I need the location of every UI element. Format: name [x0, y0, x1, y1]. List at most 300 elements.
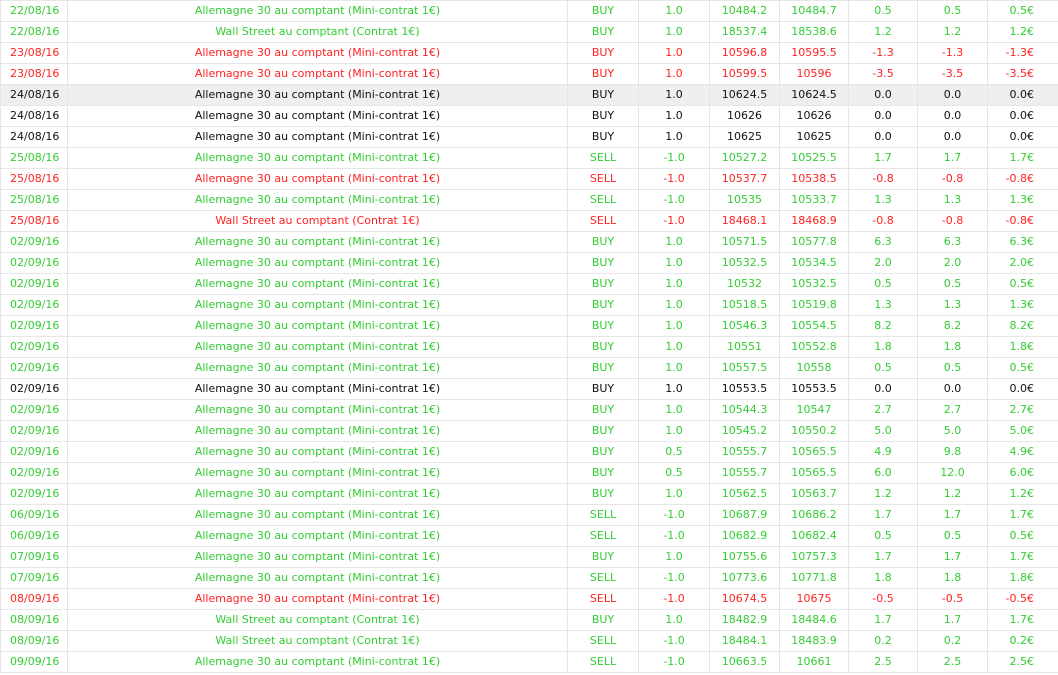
cell-result: 2.5 [849, 652, 918, 673]
cell-result: 1.2 [849, 22, 918, 43]
cell-profit-euro: 2.5€ [988, 652, 1058, 673]
cell-result: 1.3 [849, 190, 918, 211]
cell-direction: SELL [568, 631, 639, 652]
cell-open-price: 10557.5 [710, 358, 780, 379]
cell-result: 2.0 [849, 253, 918, 274]
cell-instrument: Allemagne 30 au comptant (Mini-contrat 1€) [68, 127, 568, 148]
cell-instrument: Allemagne 30 au comptant (Mini-contrat 1€) [68, 526, 568, 547]
table-row[interactable] [1, 148, 1058, 169]
cell-close-price: 10682.4 [780, 526, 849, 547]
cell-direction: BUY [568, 484, 639, 505]
cell-instrument: Allemagne 30 au comptant (Mini-contrat 1€) [68, 421, 568, 442]
cell-close-price: 10626 [780, 106, 849, 127]
cell-result: 4.9 [849, 442, 918, 463]
cell-open-price: 10532.5 [710, 253, 780, 274]
cell-close-price: 10558 [780, 358, 849, 379]
cell-profit-euro: 0.5€ [988, 358, 1058, 379]
table-row[interactable] [1, 1, 1058, 22]
cell-instrument: Allemagne 30 au comptant (Mini-contrat 1€) [68, 85, 568, 106]
cell-quantity: 1.0 [639, 274, 710, 295]
table-row[interactable] [1, 106, 1058, 127]
cell-direction: BUY [568, 64, 639, 85]
cell-points: 1.7 [918, 505, 988, 526]
cell-quantity: 1.0 [639, 43, 710, 64]
cell-instrument: Allemagne 30 au comptant (Mini-contrat 1€) [68, 253, 568, 274]
cell-points: -0.8 [918, 169, 988, 190]
table-row[interactable] [1, 190, 1058, 211]
cell-instrument: Allemagne 30 au comptant (Mini-contrat 1€) [68, 274, 568, 295]
cell-direction: SELL [568, 589, 639, 610]
cell-result: 8.2 [849, 316, 918, 337]
cell-open-price: 10755.6 [710, 547, 780, 568]
table-row[interactable] [1, 295, 1058, 316]
cell-direction: BUY [568, 400, 639, 421]
cell-instrument: Wall Street au comptant (Contrat 1€) [68, 211, 568, 232]
cell-direction: BUY [568, 547, 639, 568]
cell-profit-euro: 0.0€ [988, 127, 1058, 148]
cell-date: 02/09/16 [1, 379, 68, 400]
cell-result: 0.0 [849, 127, 918, 148]
cell-points: -0.8 [918, 211, 988, 232]
cell-quantity: -1.0 [639, 589, 710, 610]
cell-profit-euro: 0.5€ [988, 1, 1058, 22]
cell-date: 22/08/16 [1, 1, 68, 22]
table-row[interactable] [1, 337, 1058, 358]
cell-quantity: -1.0 [639, 631, 710, 652]
cell-quantity: 1.0 [639, 1, 710, 22]
cell-direction: SELL [568, 211, 639, 232]
table-row[interactable] [1, 316, 1058, 337]
cell-direction: BUY [568, 1, 639, 22]
cell-points: 1.7 [918, 610, 988, 631]
cell-date: 24/08/16 [1, 85, 68, 106]
cell-date: 02/09/16 [1, 484, 68, 505]
cell-direction: BUY [568, 43, 639, 64]
cell-direction: SELL [568, 652, 639, 673]
cell-direction: BUY [568, 463, 639, 484]
cell-quantity: 1.0 [639, 316, 710, 337]
cell-close-price: 10550.2 [780, 421, 849, 442]
cell-date: 02/09/16 [1, 421, 68, 442]
cell-instrument: Allemagne 30 au comptant (Mini-contrat 1€) [68, 463, 568, 484]
cell-open-price: 10532 [710, 274, 780, 295]
cell-close-price: 10547 [780, 400, 849, 421]
cell-profit-euro: -0.5€ [988, 589, 1058, 610]
table-row[interactable] [1, 568, 1058, 589]
cell-result: 0.5 [849, 274, 918, 295]
table-row[interactable] [1, 526, 1058, 547]
cell-profit-euro: 2.7€ [988, 400, 1058, 421]
cell-instrument: Allemagne 30 au comptant (Mini-contrat 1€) [68, 484, 568, 505]
cell-points: 0.2 [918, 631, 988, 652]
table-row[interactable] [1, 379, 1058, 400]
cell-open-price: 10773.6 [710, 568, 780, 589]
table-row[interactable] [1, 652, 1058, 673]
cell-date: 08/09/16 [1, 631, 68, 652]
cell-points: -3.5 [918, 64, 988, 85]
cell-open-price: 18468.1 [710, 211, 780, 232]
cell-date: 25/08/16 [1, 169, 68, 190]
table-row[interactable] [1, 43, 1058, 64]
cell-instrument: Wall Street au comptant (Contrat 1€) [68, 631, 568, 652]
cell-date: 02/09/16 [1, 253, 68, 274]
cell-points: 12.0 [918, 463, 988, 484]
cell-instrument: Allemagne 30 au comptant (Mini-contrat 1€) [68, 295, 568, 316]
cell-profit-euro: -0.8€ [988, 169, 1058, 190]
cell-profit-euro: 1.7€ [988, 610, 1058, 631]
table-row[interactable] [1, 442, 1058, 463]
cell-open-price: 18537.4 [710, 22, 780, 43]
table-row[interactable] [1, 610, 1058, 631]
cell-quantity: 1.0 [639, 232, 710, 253]
cell-result: 1.8 [849, 337, 918, 358]
cell-quantity: 1.0 [639, 610, 710, 631]
cell-points: 0.0 [918, 379, 988, 400]
cell-close-price: 10565.5 [780, 442, 849, 463]
cell-result: 2.7 [849, 400, 918, 421]
cell-points: 0.5 [918, 526, 988, 547]
cell-instrument: Allemagne 30 au comptant (Mini-contrat 1€) [68, 43, 568, 64]
cell-open-price: 10625 [710, 127, 780, 148]
cell-direction: BUY [568, 442, 639, 463]
cell-direction: SELL [568, 505, 639, 526]
cell-close-price: 10484.7 [780, 1, 849, 22]
cell-quantity: -1.0 [639, 148, 710, 169]
cell-date: 02/09/16 [1, 295, 68, 316]
cell-result: 6.0 [849, 463, 918, 484]
table-row[interactable] [1, 421, 1058, 442]
cell-quantity: 1.0 [639, 358, 710, 379]
cell-close-price: 10538.5 [780, 169, 849, 190]
cell-points: 1.2 [918, 484, 988, 505]
cell-quantity: 1.0 [639, 400, 710, 421]
cell-instrument: Allemagne 30 au comptant (Mini-contrat 1€) [68, 169, 568, 190]
cell-direction: BUY [568, 421, 639, 442]
cell-open-price: 10682.9 [710, 526, 780, 547]
cell-quantity: 1.0 [639, 547, 710, 568]
cell-direction: BUY [568, 316, 639, 337]
table-row[interactable] [1, 211, 1058, 232]
cell-close-price: 18468.9 [780, 211, 849, 232]
table-row[interactable] [1, 85, 1058, 106]
cell-points: -0.5 [918, 589, 988, 610]
cell-points: 2.5 [918, 652, 988, 673]
cell-points: 1.3 [918, 295, 988, 316]
cell-result: -0.8 [849, 169, 918, 190]
cell-open-price: 18482.9 [710, 610, 780, 631]
cell-points: -1.3 [918, 43, 988, 64]
table-row[interactable] [1, 358, 1058, 379]
cell-instrument: Allemagne 30 au comptant (Mini-contrat 1€) [68, 400, 568, 421]
cell-profit-euro: 4.9€ [988, 442, 1058, 463]
cell-result: 1.2 [849, 484, 918, 505]
cell-direction: BUY [568, 85, 639, 106]
cell-quantity: 0.5 [639, 463, 710, 484]
cell-date: 09/09/16 [1, 652, 68, 673]
cell-instrument: Allemagne 30 au comptant (Mini-contrat 1€) [68, 379, 568, 400]
table-row[interactable] [1, 64, 1058, 85]
cell-result: 0.5 [849, 526, 918, 547]
table-row[interactable] [1, 232, 1058, 253]
cell-close-price: 18484.6 [780, 610, 849, 631]
cell-date: 02/09/16 [1, 337, 68, 358]
cell-profit-euro: 1.8€ [988, 337, 1058, 358]
cell-quantity: -1.0 [639, 169, 710, 190]
cell-close-price: 10625 [780, 127, 849, 148]
cell-close-price: 10596 [780, 64, 849, 85]
cell-date: 07/09/16 [1, 547, 68, 568]
cell-result: -0.5 [849, 589, 918, 610]
cell-date: 02/09/16 [1, 316, 68, 337]
cell-profit-euro: 0.5€ [988, 274, 1058, 295]
cell-direction: SELL [568, 148, 639, 169]
table-row[interactable] [1, 463, 1058, 484]
table-row[interactable] [1, 547, 1058, 568]
cell-open-price: 10687.9 [710, 505, 780, 526]
cell-open-price: 10571.5 [710, 232, 780, 253]
cell-close-price: 10757.3 [780, 547, 849, 568]
cell-open-price: 10535 [710, 190, 780, 211]
cell-date: 25/08/16 [1, 190, 68, 211]
cell-date: 02/09/16 [1, 232, 68, 253]
cell-result: -3.5 [849, 64, 918, 85]
cell-open-price: 10527.2 [710, 148, 780, 169]
cell-instrument: Allemagne 30 au comptant (Mini-contrat 1€) [68, 64, 568, 85]
table-row[interactable] [1, 127, 1058, 148]
cell-quantity: 1.0 [639, 484, 710, 505]
cell-result: 0.5 [849, 358, 918, 379]
cell-result: 6.3 [849, 232, 918, 253]
cell-result: 1.7 [849, 610, 918, 631]
table-row[interactable] [1, 631, 1058, 652]
cell-profit-euro: 0.5€ [988, 526, 1058, 547]
cell-open-price: 10484.2 [710, 1, 780, 22]
cell-profit-euro: 1.2€ [988, 484, 1058, 505]
cell-instrument: Allemagne 30 au comptant (Mini-contrat 1€) [68, 442, 568, 463]
cell-open-price: 10553.5 [710, 379, 780, 400]
cell-open-price: 10626 [710, 106, 780, 127]
cell-quantity: -1.0 [639, 526, 710, 547]
cell-points: 1.2 [918, 22, 988, 43]
cell-close-price: 10519.8 [780, 295, 849, 316]
cell-open-price: 10663.5 [710, 652, 780, 673]
cell-close-price: 10595.5 [780, 43, 849, 64]
cell-close-price: 10525.5 [780, 148, 849, 169]
cell-result: 1.7 [849, 547, 918, 568]
cell-close-price: 10577.8 [780, 232, 849, 253]
cell-close-price: 10624.5 [780, 85, 849, 106]
cell-instrument: Wall Street au comptant (Contrat 1€) [68, 610, 568, 631]
cell-points: 0.0 [918, 106, 988, 127]
table-row[interactable] [1, 400, 1058, 421]
cell-quantity: 1.0 [639, 127, 710, 148]
cell-date: 24/08/16 [1, 106, 68, 127]
cell-instrument: Allemagne 30 au comptant (Mini-contrat 1€) [68, 547, 568, 568]
cell-points: 9.8 [918, 442, 988, 463]
cell-date: 02/09/16 [1, 400, 68, 421]
cell-profit-euro: 5.0€ [988, 421, 1058, 442]
cell-instrument: Wall Street au comptant (Contrat 1€) [68, 22, 568, 43]
cell-profit-euro: 2.0€ [988, 253, 1058, 274]
cell-instrument: Allemagne 30 au comptant (Mini-contrat 1€) [68, 652, 568, 673]
cell-close-price: 18483.9 [780, 631, 849, 652]
cell-direction: BUY [568, 232, 639, 253]
cell-profit-euro: 1.7€ [988, 148, 1058, 169]
cell-close-price: 10675 [780, 589, 849, 610]
cell-date: 06/09/16 [1, 526, 68, 547]
cell-profit-euro: -0.8€ [988, 211, 1058, 232]
cell-quantity: 1.0 [639, 295, 710, 316]
cell-close-price: 10565.5 [780, 463, 849, 484]
cell-quantity: 1.0 [639, 337, 710, 358]
cell-close-price: 10553.5 [780, 379, 849, 400]
table-row[interactable] [1, 253, 1058, 274]
cell-profit-euro: 6.0€ [988, 463, 1058, 484]
cell-direction: SELL [568, 568, 639, 589]
cell-direction: BUY [568, 295, 639, 316]
table-row[interactable] [1, 274, 1058, 295]
cell-open-price: 10562.5 [710, 484, 780, 505]
cell-date: 06/09/16 [1, 505, 68, 526]
cell-points: 1.3 [918, 190, 988, 211]
cell-open-price: 10518.5 [710, 295, 780, 316]
cell-quantity: 1.0 [639, 106, 710, 127]
cell-date: 02/09/16 [1, 463, 68, 484]
cell-instrument: Allemagne 30 au comptant (Mini-contrat 1€) [68, 568, 568, 589]
cell-instrument: Allemagne 30 au comptant (Mini-contrat 1€) [68, 148, 568, 169]
cell-profit-euro: 6.3€ [988, 232, 1058, 253]
cell-result: 0.2 [849, 631, 918, 652]
table-row[interactable] [1, 484, 1058, 505]
cell-open-price: 10674.5 [710, 589, 780, 610]
cell-direction: SELL [568, 526, 639, 547]
cell-profit-euro: 0.0€ [988, 379, 1058, 400]
cell-result: 0.0 [849, 85, 918, 106]
cell-points: 6.3 [918, 232, 988, 253]
cell-profit-euro: 0.0€ [988, 85, 1058, 106]
cell-points: 1.7 [918, 148, 988, 169]
cell-close-price: 10563.7 [780, 484, 849, 505]
table-row[interactable] [1, 22, 1058, 43]
cell-direction: BUY [568, 106, 639, 127]
cell-date: 22/08/16 [1, 22, 68, 43]
cell-direction: BUY [568, 358, 639, 379]
cell-direction: BUY [568, 610, 639, 631]
cell-profit-euro: 1.8€ [988, 568, 1058, 589]
cell-points: 0.5 [918, 1, 988, 22]
cell-points: 5.0 [918, 421, 988, 442]
cell-points: 8.2 [918, 316, 988, 337]
cell-points: 0.5 [918, 358, 988, 379]
cell-direction: SELL [568, 190, 639, 211]
cell-quantity: 1.0 [639, 421, 710, 442]
cell-points: 1.8 [918, 337, 988, 358]
cell-open-price: 10545.2 [710, 421, 780, 442]
cell-direction: BUY [568, 253, 639, 274]
cell-points: 1.7 [918, 547, 988, 568]
cell-close-price: 10661 [780, 652, 849, 673]
cell-points: 2.0 [918, 253, 988, 274]
cell-date: 07/09/16 [1, 568, 68, 589]
cell-result: -1.3 [849, 43, 918, 64]
cell-date: 08/09/16 [1, 589, 68, 610]
cell-profit-euro: 1.2€ [988, 22, 1058, 43]
cell-quantity: -1.0 [639, 652, 710, 673]
cell-result: 1.7 [849, 148, 918, 169]
cell-date: 23/08/16 [1, 64, 68, 85]
cell-quantity: 1.0 [639, 64, 710, 85]
cell-instrument: Allemagne 30 au comptant (Mini-contrat 1€) [68, 358, 568, 379]
table-row[interactable] [1, 505, 1058, 526]
cell-close-price: 18538.6 [780, 22, 849, 43]
cell-instrument: Allemagne 30 au comptant (Mini-contrat 1€) [68, 589, 568, 610]
cell-open-price: 10599.5 [710, 64, 780, 85]
cell-instrument: Allemagne 30 au comptant (Mini-contrat 1€) [68, 106, 568, 127]
cell-open-price: 18484.1 [710, 631, 780, 652]
cell-open-price: 10624.5 [710, 85, 780, 106]
cell-instrument: Allemagne 30 au comptant (Mini-contrat 1€) [68, 190, 568, 211]
cell-direction: BUY [568, 274, 639, 295]
cell-quantity: 1.0 [639, 85, 710, 106]
cell-date: 02/09/16 [1, 274, 68, 295]
cell-instrument: Allemagne 30 au comptant (Mini-contrat 1€) [68, 232, 568, 253]
cell-profit-euro: 1.3€ [988, 295, 1058, 316]
cell-result: 1.8 [849, 568, 918, 589]
cell-instrument: Allemagne 30 au comptant (Mini-contrat 1€) [68, 1, 568, 22]
trades-table-body [1, 1, 1058, 673]
cell-quantity: 1.0 [639, 379, 710, 400]
cell-points: 0.0 [918, 85, 988, 106]
cell-quantity: 1.0 [639, 22, 710, 43]
cell-result: 0.0 [849, 379, 918, 400]
cell-close-price: 10771.8 [780, 568, 849, 589]
cell-open-price: 10555.7 [710, 442, 780, 463]
cell-quantity: -1.0 [639, 505, 710, 526]
cell-direction: SELL [568, 169, 639, 190]
cell-date: 02/09/16 [1, 442, 68, 463]
cell-quantity: 0.5 [639, 442, 710, 463]
cell-close-price: 10532.5 [780, 274, 849, 295]
table-row[interactable] [1, 169, 1058, 190]
cell-profit-euro: 1.7€ [988, 505, 1058, 526]
cell-result: 5.0 [849, 421, 918, 442]
cell-close-price: 10552.8 [780, 337, 849, 358]
cell-profit-euro: 0.2€ [988, 631, 1058, 652]
cell-direction: BUY [568, 127, 639, 148]
cell-open-price: 10551 [710, 337, 780, 358]
cell-close-price: 10534.5 [780, 253, 849, 274]
cell-result: 0.5 [849, 1, 918, 22]
cell-quantity: 1.0 [639, 253, 710, 274]
cell-instrument: Allemagne 30 au comptant (Mini-contrat 1€) [68, 337, 568, 358]
cell-points: 0.5 [918, 274, 988, 295]
cell-profit-euro: -3.5€ [988, 64, 1058, 85]
cell-open-price: 10596.8 [710, 43, 780, 64]
cell-profit-euro: 8.2€ [988, 316, 1058, 337]
cell-instrument: Allemagne 30 au comptant (Mini-contrat 1€) [68, 505, 568, 526]
cell-result: 1.3 [849, 295, 918, 316]
cell-instrument: Allemagne 30 au comptant (Mini-contrat 1€) [68, 316, 568, 337]
cell-quantity: -1.0 [639, 568, 710, 589]
cell-direction: BUY [568, 22, 639, 43]
cell-close-price: 10533.7 [780, 190, 849, 211]
cell-points: 2.7 [918, 400, 988, 421]
cell-profit-euro: 0.0€ [988, 106, 1058, 127]
cell-open-price: 10546.3 [710, 316, 780, 337]
table-row[interactable] [1, 589, 1058, 610]
cell-result: 1.7 [849, 505, 918, 526]
cell-direction: BUY [568, 337, 639, 358]
